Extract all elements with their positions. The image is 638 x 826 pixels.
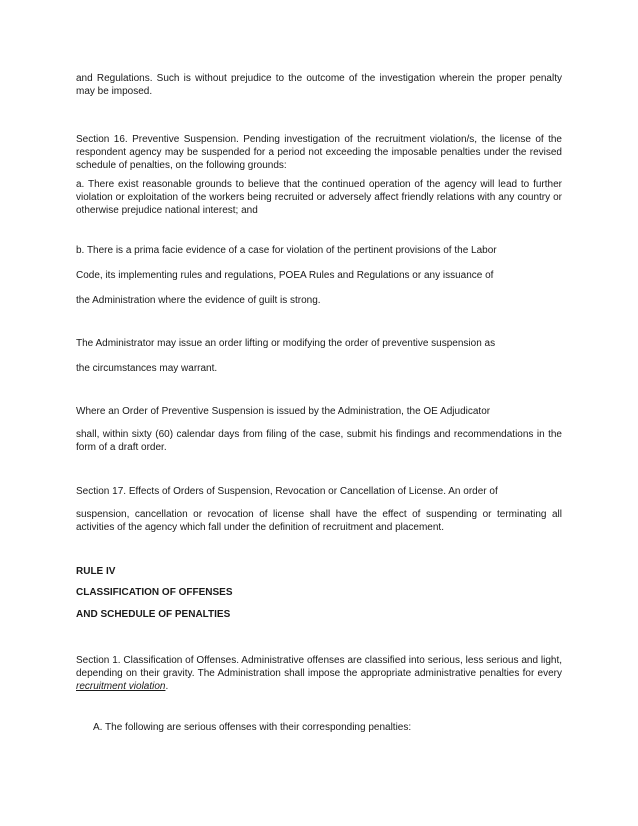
paragraph-ground-b-line1: b. There is a prima facie evidence of a case for violation of the pertinent provisions of the Labor — [76, 245, 497, 256]
heading-classification: CLASSIFICATION OF OFFENSES — [76, 587, 233, 598]
paragraph-adjudicator-line1: Where an Order of Preventive Suspension is issued by the Administration, the OE Adjudicator — [76, 406, 491, 417]
paragraph-section-17-line1: Section 17. Effects of Orders of Suspension, Revocation or Cancellation of License. An order of — [76, 486, 498, 497]
paragraph-section-1 — [76, 654, 562, 693]
recruitment-violation-link[interactable]: recruitment violation — [76, 681, 166, 692]
paragraph-administrator-line1: The Administrator may issue an order lifting or modifying the order of preventive suspension as — [76, 338, 496, 349]
heading-schedule: AND SCHEDULE OF PENALTIES — [76, 609, 231, 620]
list-item-a: A. The following are serious offenses with their corresponding penalties: — [93, 722, 412, 733]
section-1-text: Section 1. Classification of Offenses. Administrative offenses are classified into serious, less serious and light, depending on their gravity. The Administration shall impose the appropriate administrative penalties for every — [76, 655, 562, 679]
paragraph-section-17-body: suspension, cancellation or revocation of license shall have the effect of suspending or terminating all activities of the agency which fall under the definition of recruitment and placement. — [76, 509, 562, 533]
paragraph-ground-b-line3: the Administration where the evidence of guilt is strong. — [76, 295, 321, 306]
paragraph-administrator-line2: the circumstances may warrant. — [76, 363, 218, 374]
section-1-period: . — [165, 681, 169, 692]
paragraph-adjudicator-body: shall, within sixty (60) calendar days from filing of the case, submit his findings and recommendations in the form of a draft order. — [76, 429, 562, 453]
paragraph-section-16: Section 16. Preventive Suspension. Pending investigation of the recruitment violation/s, the license of the respondent agency may be suspended for a period not exceeding the imposable penalties under the revised schedule of penalties, on the following grounds: — [76, 134, 562, 171]
paragraph-intro: and Regulations. Such is without prejudice to the outcome of the investigation wherein the proper penalty may be imposed. — [76, 73, 562, 97]
paragraph-ground-b-line2: Code, its implementing rules and regulations, POEA Rules and Regulations or any issuance of — [76, 270, 494, 281]
paragraph-ground-a: a. There exist reasonable grounds to believe that the continued operation of the agency will lead to further violation or exploitation of the workers being recruited or adversely affect friendly relations with any country or otherwise prejudice national interest; and — [76, 179, 562, 216]
heading-rule-iv: RULE IV — [76, 566, 116, 577]
